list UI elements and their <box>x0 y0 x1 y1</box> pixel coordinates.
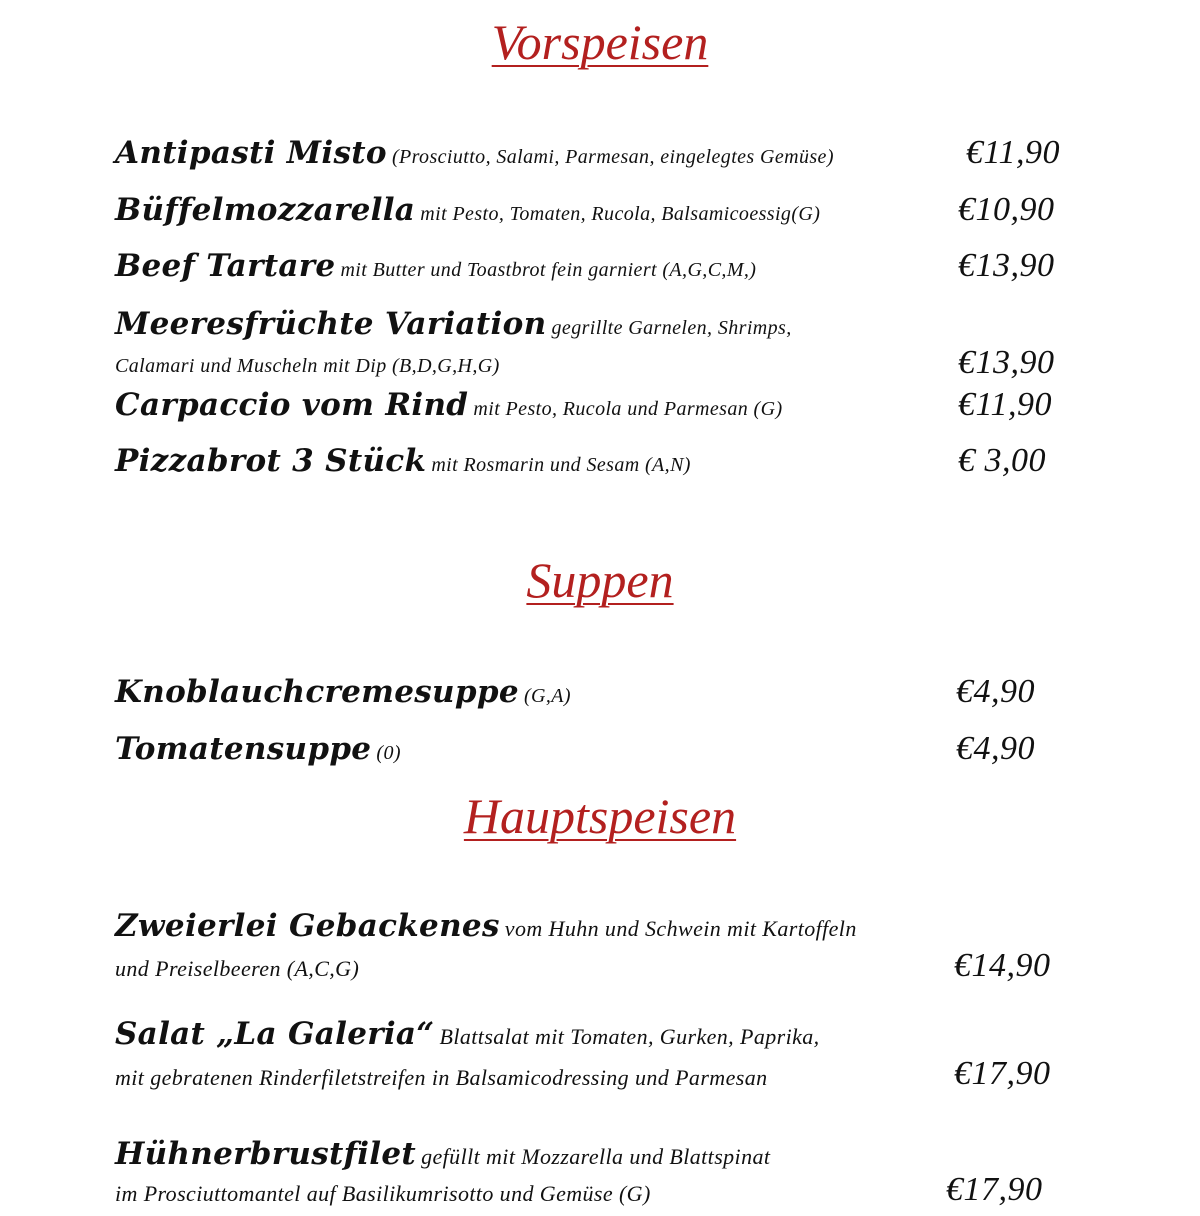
menu-item-zweierlei-gebackenes-line2 <box>115 949 359 989</box>
dish-description: mit gebratenen Rinderfiletstreifen in Balsamicodressing und Parmesan <box>115 1065 768 1090</box>
dish-description: im Prosciuttomantel auf Basilikumrisotto und Gemüse (G) <box>115 1181 651 1206</box>
dish-description: und Preiselbeeren (A,C,G) <box>115 956 360 981</box>
dish-description: (Prosciutto, Salami, Parmesan, eingelegtes Gemüse) <box>391 146 834 168</box>
dish-description: mit Butter und Toastbrot fein garniert (A,G,C,M,) <box>340 259 757 281</box>
dish-description: (0) <box>376 742 401 764</box>
dish-price: €17,90 <box>954 1055 1051 1092</box>
dish-description: mit Rosmarin und Sesam (A,N) <box>431 454 691 476</box>
dish-description: mit Pesto, Tomaten, Rucola, Balsamicoessig(G) <box>420 203 821 225</box>
dish-name: Knoblauchcremesuppe <box>115 674 519 710</box>
menu-item-huehnerbrustfilet-line2 <box>115 1174 651 1214</box>
dish-price: €11,90 <box>966 134 1060 171</box>
dish-description: Blattsalat mit Tomaten, Gurken, Paprika, <box>439 1024 820 1049</box>
dish-name: Büffelmozzarella <box>115 192 416 228</box>
dish-price: €17,90 <box>946 1171 1043 1208</box>
dish-name: Hühnerbrustfilet <box>115 1136 417 1172</box>
dish-name: Zweierlei Gebackenes <box>115 908 500 944</box>
dish-description: mit Pesto, Rucola und Parmesan (G) <box>473 398 783 420</box>
menu-item-meeresfruechte-variation <box>115 304 792 344</box>
dish-name: Antipasti Misto <box>115 135 387 171</box>
menu-item-pizzabrot <box>115 441 691 481</box>
menu-item-carpaccio <box>115 385 783 425</box>
dish-description: Calamari und Muscheln mit Dip (B,D,G,H,G) <box>115 355 500 377</box>
menu-item-bueffelmozzarella <box>115 190 820 230</box>
section-title-vorspeisen: Vorspeisen <box>491 14 709 70</box>
dish-name: Salat „La Galeria“ <box>115 1016 435 1052</box>
dish-price: €11,90 <box>958 386 1052 423</box>
dish-description: vom Huhn und Schwein mit Kartoffeln <box>504 916 857 941</box>
dish-price: €4,90 <box>956 673 1035 710</box>
dish-price: € 3,00 <box>958 442 1046 479</box>
dish-name: Carpaccio vom Rind <box>115 387 469 423</box>
menu-item-salat-la-galeria <box>115 1014 820 1054</box>
menu-item-huehnerbrustfilet <box>115 1134 770 1174</box>
section-title-hauptspeisen: Hauptspeisen <box>463 788 737 844</box>
menu-item-knoblauchcremesuppe <box>115 672 571 712</box>
dish-description: (G,A) <box>523 685 571 707</box>
dish-name: Meeresfrüchte Variation <box>115 306 547 342</box>
menu-item-zweierlei-gebackenes <box>115 906 857 946</box>
dish-name: Pizzabrot 3 Stück <box>115 443 427 479</box>
dish-name: Beef Tartare <box>115 248 336 284</box>
dish-description: gegrillte Garnelen, Shrimps, <box>551 317 792 339</box>
dish-price: €14,90 <box>954 947 1051 984</box>
dish-price: €13,90 <box>958 344 1055 381</box>
section-title-suppen: Suppen <box>526 552 674 608</box>
dish-price: €10,90 <box>958 191 1055 228</box>
dish-description: gefüllt mit Mozzarella und Blattspinat <box>421 1144 771 1169</box>
menu-item-antipasti-misto <box>115 133 834 173</box>
menu-item-meeresfruechte-variation-line2 <box>115 346 500 386</box>
menu-item-tomatensuppe <box>115 729 401 769</box>
menu-item-salat-la-galeria-line2 <box>115 1058 768 1098</box>
menu-item-beef-tartare <box>115 246 756 286</box>
dish-price: €4,90 <box>956 730 1035 767</box>
dish-price: €13,90 <box>958 247 1055 284</box>
dish-name: Tomatensuppe <box>115 731 372 767</box>
